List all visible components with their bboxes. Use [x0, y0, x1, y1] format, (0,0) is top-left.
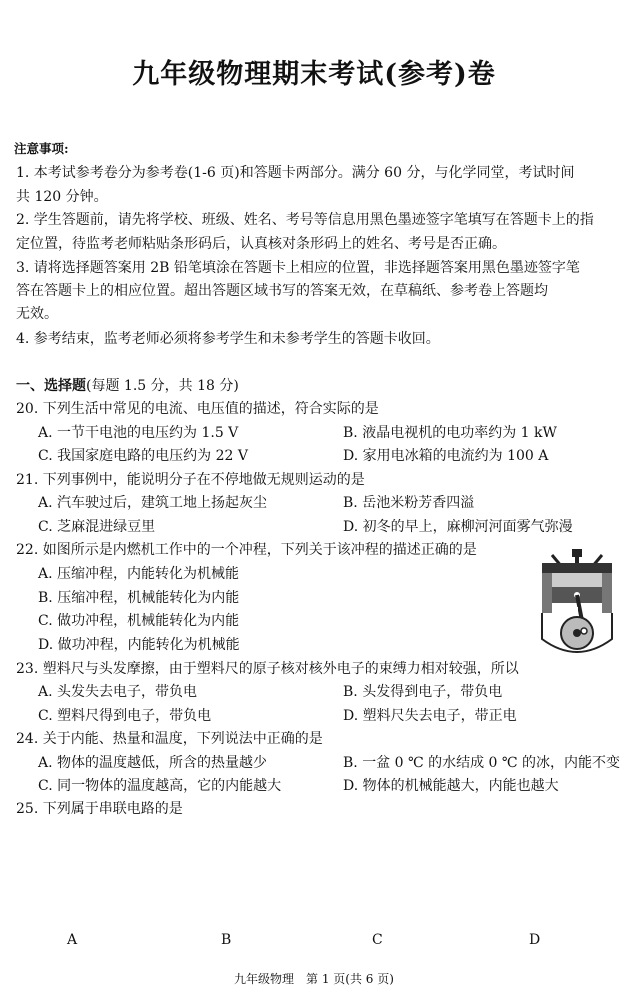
- notice-line: 无效。: [16, 306, 58, 322]
- option-b: B. 液晶电视机的电功率约为 1 kW: [343, 425, 557, 441]
- notice-line: 3. 请将选择题答案用 2B 铅笔填涂在答题卡上相应的位置，非选择题答案用黑色墨迹签字笔: [16, 260, 580, 276]
- notice-line: 4. 参考结束，监考老师必须将参考学生和未参考学生的答题卡收回。: [16, 331, 440, 347]
- notice-line: 1. 本考试参考卷分为参考卷(1-6 页)和答题卡两部分。满分 60 分，与化学同堂，考试时间: [16, 165, 575, 181]
- option-d: D. 做功冲程，内能转化为机械能: [38, 637, 240, 653]
- notice-line: 2. 学生答题前，请先将学校、班级、姓名、考号等信息用黑色墨迹签字笔填写在答题卡上的指: [16, 212, 594, 228]
- option-c: C. 塑料尺得到电子，带负电: [38, 708, 212, 724]
- option-b: B. 头发得到电子，带负电: [343, 684, 503, 700]
- option-b: B. 岳池米粉芳香四溢: [343, 495, 475, 511]
- option-a: A. 汽车驶过后，建筑工地上扬起灰尘: [38, 495, 268, 511]
- circuit-option-labels: [0, 932, 628, 952]
- circuit-label-d: D: [529, 932, 541, 948]
- notice-line: 答在答题卡上的相应位置。超出答题区域书写的答案无效，在草稿纸、参考卷上答题均: [16, 283, 548, 299]
- engine-stroke-figure: [538, 549, 616, 661]
- notice-line: 定位置，待监考老师粘贴条形码后，认真核对条形码上的姓名、考号是否正确。: [16, 236, 506, 252]
- option-c: C. 做功冲程，机械能转化为内能: [38, 613, 240, 629]
- option-c: C. 同一物体的温度越高，它的内能越大: [38, 778, 282, 794]
- option-a: A. 一节干电池的电压约为 1.5 V: [38, 425, 239, 441]
- question-stem: 25. 下列属于串联电路的是: [16, 801, 183, 817]
- option-a: A. 压缩冲程，内能转化为机械能: [38, 566, 240, 582]
- option-b: B. 一盆 0 ℃ 的水结成 0 ℃ 的冰，内能不变: [343, 755, 621, 771]
- page-title: 九年级物理期末考试(参考)卷: [132, 59, 496, 90]
- section-title: 一、选择题: [16, 378, 86, 394]
- question-stem: 21. 下列事例中，能说明分子在不停地做无规则运动的是: [16, 472, 365, 488]
- option-a: A. 物体的温度越低，所含的热量越少: [38, 755, 268, 771]
- circuit-label-a: A: [67, 932, 78, 948]
- option-b: B. 压缩冲程，机械能转化为内能: [38, 590, 240, 606]
- question-stem: 22. 如图所示是内燃机工作中的一个冲程，下列关于该冲程的描述正确的是: [16, 542, 477, 558]
- option-d: D. 物体的机械能越大，内能也越大: [343, 778, 559, 794]
- notice-heading: 注意事项:: [14, 141, 69, 156]
- option-d: D. 初冬的早上，麻柳河河面雾气弥漫: [343, 519, 573, 535]
- question-stem: 20. 下列生活中常见的电流、电压值的描述，符合实际的是: [16, 401, 379, 417]
- question-stem: 24. 关于内能、热量和温度，下列说法中正确的是: [16, 731, 323, 747]
- option-c: C. 我国家庭电路的电压约为 22 V: [38, 448, 248, 464]
- option-d: D. 塑料尺失去电子，带正电: [343, 708, 517, 724]
- section-heading: [16, 375, 239, 395]
- section-note: (每题 1.5 分，共 18 分): [86, 378, 239, 394]
- circuit-label-b: B: [221, 932, 232, 948]
- question-stem: 23. 塑料尺与头发摩擦，由于塑料尺的原子核对核外电子的束缚力相对较强，所以: [16, 661, 519, 677]
- option-c: C. 芝麻混进绿豆里: [38, 519, 156, 535]
- circuit-label-c: C: [372, 932, 383, 948]
- notice-line: 共 120 分钟。: [16, 189, 108, 205]
- option-a: A. 头发失去电子，带负电: [38, 684, 198, 700]
- option-d: D. 家用电冰箱的电流约为 100 A: [343, 448, 549, 464]
- page-footer: 九年级物理 第 1 页(共 6 页): [234, 972, 394, 986]
